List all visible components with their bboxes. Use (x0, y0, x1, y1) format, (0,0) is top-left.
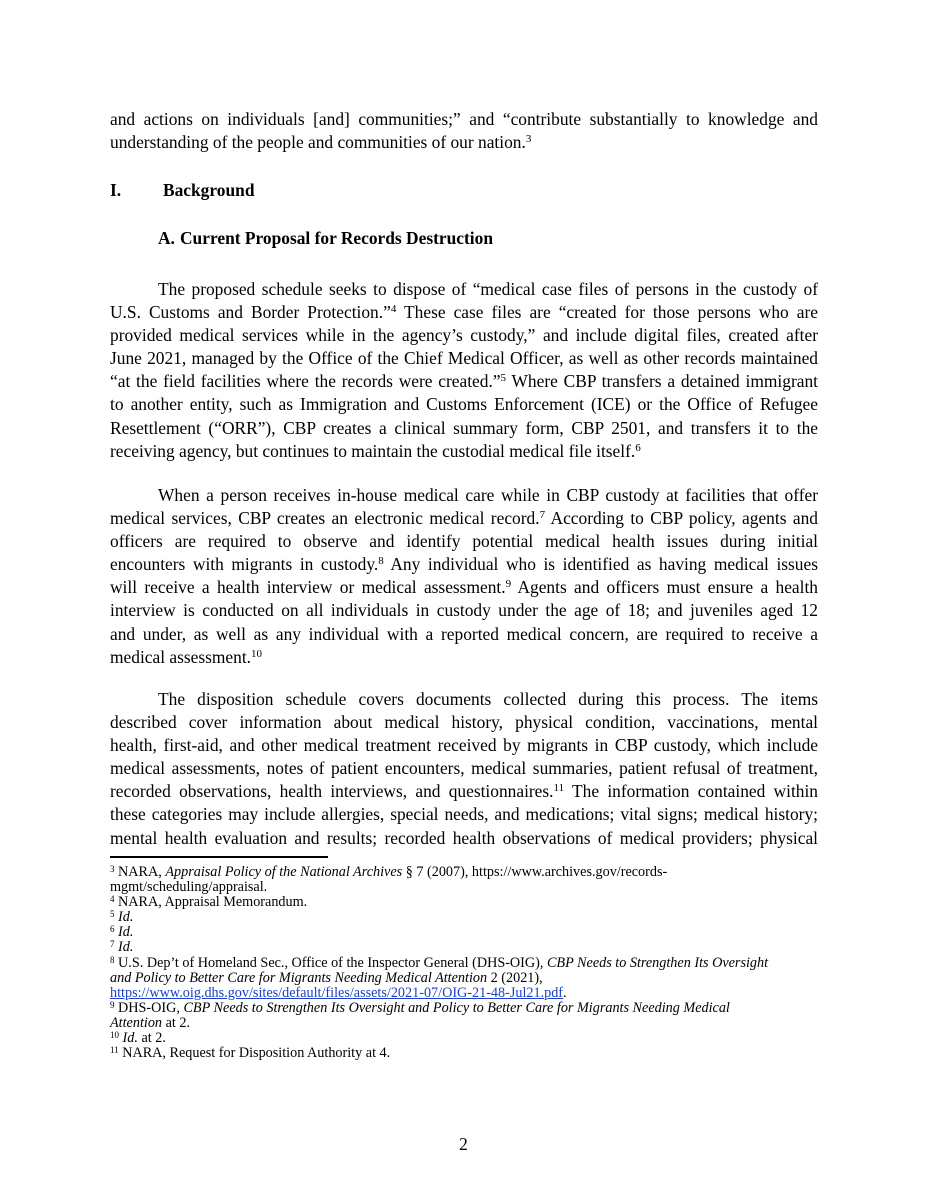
text-line (110, 865, 830, 880)
footnote-marker: 10 (110, 1030, 119, 1041)
text-line (110, 971, 830, 986)
text-line (110, 623, 818, 646)
text-segment: will receive a health interview or medical assessment. (110, 577, 506, 598)
text-line (110, 780, 818, 803)
text-segment: DHS-OIG, (114, 999, 184, 1016)
text-line (110, 440, 818, 463)
footnote-separator (110, 856, 328, 858)
text-segment: When a person receives in-house medical care while in CBP custody at facilities that offer (158, 485, 818, 505)
text-segment: June 2021, managed by the Office of the Chief Medical Officer, as well as other records maintained (110, 348, 818, 369)
text-line (110, 940, 830, 955)
text-segment: mgmt/scheduling/appraisal. (110, 879, 268, 896)
text-segment: Resettlement (“ORR”), CBP creates a clinical summary form, CBP 2501, and transfers it to the (110, 417, 818, 438)
text-segment: these categories may include allergies, special needs, and medications; vital signs; medical history; (110, 804, 818, 825)
text-segment: medical assessments, notes of patient encounters, medical summaries, patient refusal of treatment, (110, 758, 818, 779)
footnote-marker: 7 (110, 939, 115, 950)
text-line (110, 956, 830, 971)
text-line (110, 910, 830, 925)
text-line (110, 393, 818, 416)
text-segment: NARA, Appraisal Memorandum. (114, 894, 308, 911)
text-segment: provided medical services while in the agency’s custody,” and include digital files, created after (110, 325, 818, 346)
text-segment: medical assessment. (110, 646, 252, 667)
text-line (110, 757, 818, 780)
italic-text: Id. (118, 909, 134, 926)
text-line (110, 1001, 830, 1016)
footnote-marker: 3 (525, 133, 532, 146)
text-line (110, 370, 818, 393)
text-line (110, 880, 830, 895)
text-line (110, 803, 818, 826)
text-line (110, 1031, 830, 1046)
footnote-marker: 8 (110, 954, 115, 965)
italic-text: Id. (118, 939, 134, 956)
text-segment: The disposition schedule covers documents collected during this process. The items (158, 689, 818, 709)
footnote-link[interactable]: https://www.oig.dhs.gov/sites/default/files/assets/2021-07/OIG-21-48-Jul21.pdf (110, 984, 564, 1001)
text-segment: understanding of the people and communities of our nation. (110, 132, 526, 153)
italic-text: Id. (118, 924, 134, 941)
italic-text: and Policy to Better Care for Migrants Needing Medical Attention (110, 969, 488, 986)
text-segment: recorded observations, health interviews, and questionnaires. (110, 781, 554, 802)
text-line (110, 553, 818, 576)
footnote-marker: 8 (378, 555, 384, 568)
footnote-marker: 6 (110, 924, 115, 935)
footnote-marker: 3 (110, 864, 115, 874)
body-paragraph (110, 484, 818, 669)
footnote-marker: 11 (553, 782, 565, 795)
text-line (110, 108, 818, 131)
text-segment: NARA, Request for Disposition Authority at 4. (118, 1045, 391, 1062)
text-line (110, 827, 818, 850)
text-segment: medical services, CBP creates an electronic medical record. (110, 508, 540, 529)
section-heading (110, 180, 255, 201)
text-line (110, 530, 818, 553)
text-line (110, 131, 818, 154)
text-segment: mental health evaluation and results; recorded health observations of medical providers; physical (110, 827, 818, 848)
text-segment: interview is conducted on all individuals in custody under the age of 18; and juveniles aged 12 (110, 600, 818, 621)
section-title: Background (163, 180, 255, 200)
section-number: I. (110, 180, 122, 200)
italic-text: Id. (122, 1030, 138, 1047)
text-segment: U.S. Customs and Border Protection.” (110, 302, 391, 323)
footnote-marker: 7 (539, 509, 546, 522)
text-line (110, 895, 830, 910)
text-segment: officers are required to observe and identify potential medical health issues during initial (110, 531, 818, 552)
text-line (110, 711, 818, 734)
text-line (110, 599, 818, 622)
text-line (110, 301, 818, 324)
footnote-marker: 9 (505, 578, 512, 591)
footnotes (110, 865, 830, 1061)
text-segment: The information contained within (564, 781, 818, 802)
text-segment: § 7 (2007), https://www.archives.gov/records- (402, 864, 668, 880)
footnote-marker: 9 (110, 999, 115, 1010)
italic-text: Attention (110, 1014, 163, 1031)
text-segment: U.S. Dep’t of Homeland Sec., Office of the Inspector General (DHS-OIG), (114, 954, 547, 971)
footnote-marker: 5 (110, 909, 115, 920)
text-line (110, 925, 830, 940)
intro-paragraph (110, 108, 818, 154)
text-line (110, 986, 830, 1001)
footnote-marker: 4 (390, 303, 397, 316)
text-segment: at 2. (162, 1014, 190, 1031)
italic-text: Appraisal Policy of the National Archives (165, 864, 403, 880)
text-line (110, 324, 818, 347)
footnote-marker: 4 (110, 894, 115, 905)
body-paragraph (110, 278, 818, 463)
text-segment: receiving agency, but continues to maintain the custodial medical file itself. (110, 440, 636, 461)
footnote-marker: 5 (500, 372, 507, 385)
text-line (110, 734, 818, 757)
page-number: 2 (459, 1134, 468, 1154)
text-line (110, 278, 818, 301)
text-segment: encounters with migrants in custody. (110, 554, 379, 575)
text-line (110, 688, 818, 711)
text-segment: These case files are “created for those persons who are (396, 302, 818, 323)
subsection-title: Current Proposal for Records Destruction (180, 228, 493, 248)
text-segment: Where CBP transfers a detained immigrant (506, 371, 818, 392)
text-segment: and actions on individuals [and] communities;” and “contribute substantially to knowledge and (110, 109, 818, 129)
text-line (110, 1016, 830, 1031)
footnote-marker: 6 (635, 441, 641, 454)
text-segment: described cover information about medical history, physical condition, vaccinations, mental (110, 712, 818, 733)
text-segment: The proposed schedule seeks to dispose of “medical case files of persons in the custody of (158, 279, 818, 299)
footnote-marker: 10 (251, 647, 263, 660)
text-segment: Any individual who is identified as having medical issues (383, 554, 818, 575)
italic-text: CBP Needs to Strengthen Its Oversight (546, 954, 769, 971)
footnote-marker: 11 (110, 1045, 119, 1056)
text-segment: Agents and officers must ensure a health (511, 577, 818, 598)
text-line (110, 347, 818, 370)
text-segment: NARA, (114, 864, 166, 880)
subsection-number: A. (158, 228, 175, 248)
subsection-heading (158, 228, 493, 249)
text-segment: According to CBP policy, agents and (545, 508, 818, 529)
text-segment: to another entity, such as Immigration and Customs Enforcement (ICE) or the Office of Refugee (110, 394, 818, 415)
text-segment: “at the field facilities where the records were created.” (110, 371, 501, 392)
text-segment: . (563, 984, 567, 1001)
body-paragraph (110, 688, 818, 850)
italic-text: CBP Needs to Strengthen Its Oversight and Policy to Better Care for Migrants Needing Medical (183, 999, 730, 1016)
text-line (110, 1046, 830, 1061)
text-line (110, 484, 818, 507)
text-line (110, 417, 818, 440)
text-line (110, 507, 818, 530)
text-segment: at 2. (137, 1030, 166, 1047)
text-segment: and under, as well as any individual with a reported medical concern, are required to receive a (110, 623, 818, 644)
text-line (110, 646, 818, 669)
text-segment: 2 (2021), (487, 969, 543, 986)
text-segment: health, first-aid, and other medical treatment received by migrants in CBP custody, which include (110, 735, 818, 756)
text-line (110, 576, 818, 599)
